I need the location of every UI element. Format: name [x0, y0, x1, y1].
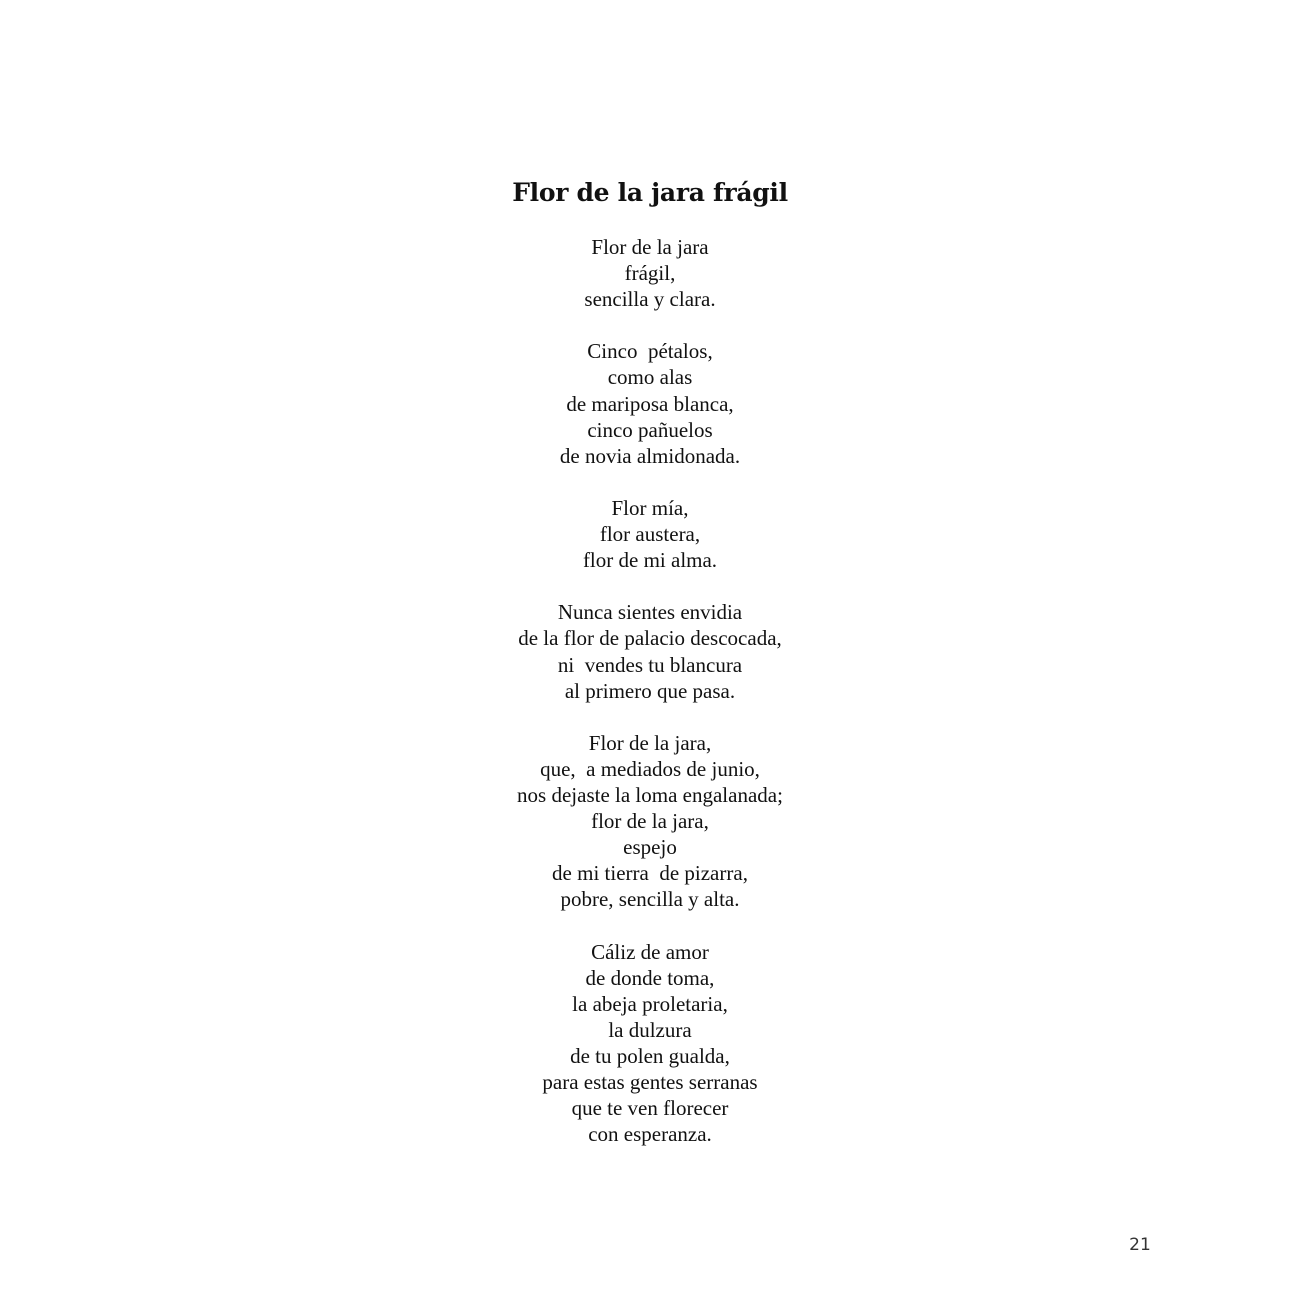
verse: para estas gentes serranas	[542, 1070, 758, 1094]
verse: la dulzura	[608, 1017, 692, 1042]
verse: Cinco pétalos,	[587, 339, 713, 364]
verse: como alas	[607, 365, 693, 390]
verse: de la flor de palacio descocada,	[518, 626, 782, 651]
verse: flor de mi alma.	[582, 548, 718, 573]
verse: Flor mía,	[611, 495, 689, 520]
stanza	[0, 730, 1300, 913]
verse: sencilla y clara.	[584, 287, 716, 312]
verse: de mi tierra de pizarra,	[552, 861, 748, 886]
stanza	[0, 234, 1300, 312]
verse: nos dejaste la loma engalanada;	[517, 782, 783, 807]
verse: pobre, sencilla y alta.	[560, 887, 740, 912]
stanza	[0, 939, 1300, 1148]
verse: espejo	[623, 835, 677, 860]
verse: con esperanza.	[588, 1122, 712, 1147]
verse: al primero que pasa.	[564, 678, 736, 703]
poem-title: Flor de la jara frágil	[512, 178, 788, 207]
verse: Nunca sientes envidia	[557, 600, 743, 625]
stanza	[0, 338, 1300, 468]
verse: Flor de la jara,	[588, 730, 712, 755]
verse: que te ven florecer	[571, 1096, 729, 1121]
verse: la abeja proletaria,	[572, 991, 728, 1016]
verse: frágil,	[624, 261, 676, 286]
verse: ni vendes tu blancura	[557, 652, 743, 677]
verse: Cáliz de amor	[591, 939, 709, 964]
poem-body	[0, 234, 1300, 1173]
verse: de donde toma,	[585, 965, 715, 990]
verse: flor de la jara,	[591, 809, 709, 834]
verse: de tu polen gualda,	[570, 1043, 730, 1068]
verse: de novia almidonada.	[559, 443, 741, 468]
verse: flor austera,	[599, 522, 701, 547]
verse: que, a mediados de junio,	[540, 756, 760, 781]
stanza	[0, 599, 1300, 703]
verse: de mariposa blanca,	[566, 391, 734, 416]
verse: Flor de la jara	[591, 235, 709, 259]
stanza	[0, 495, 1300, 573]
page-number: 21	[1129, 1235, 1151, 1255]
verse: cinco pañuelos	[587, 417, 713, 442]
